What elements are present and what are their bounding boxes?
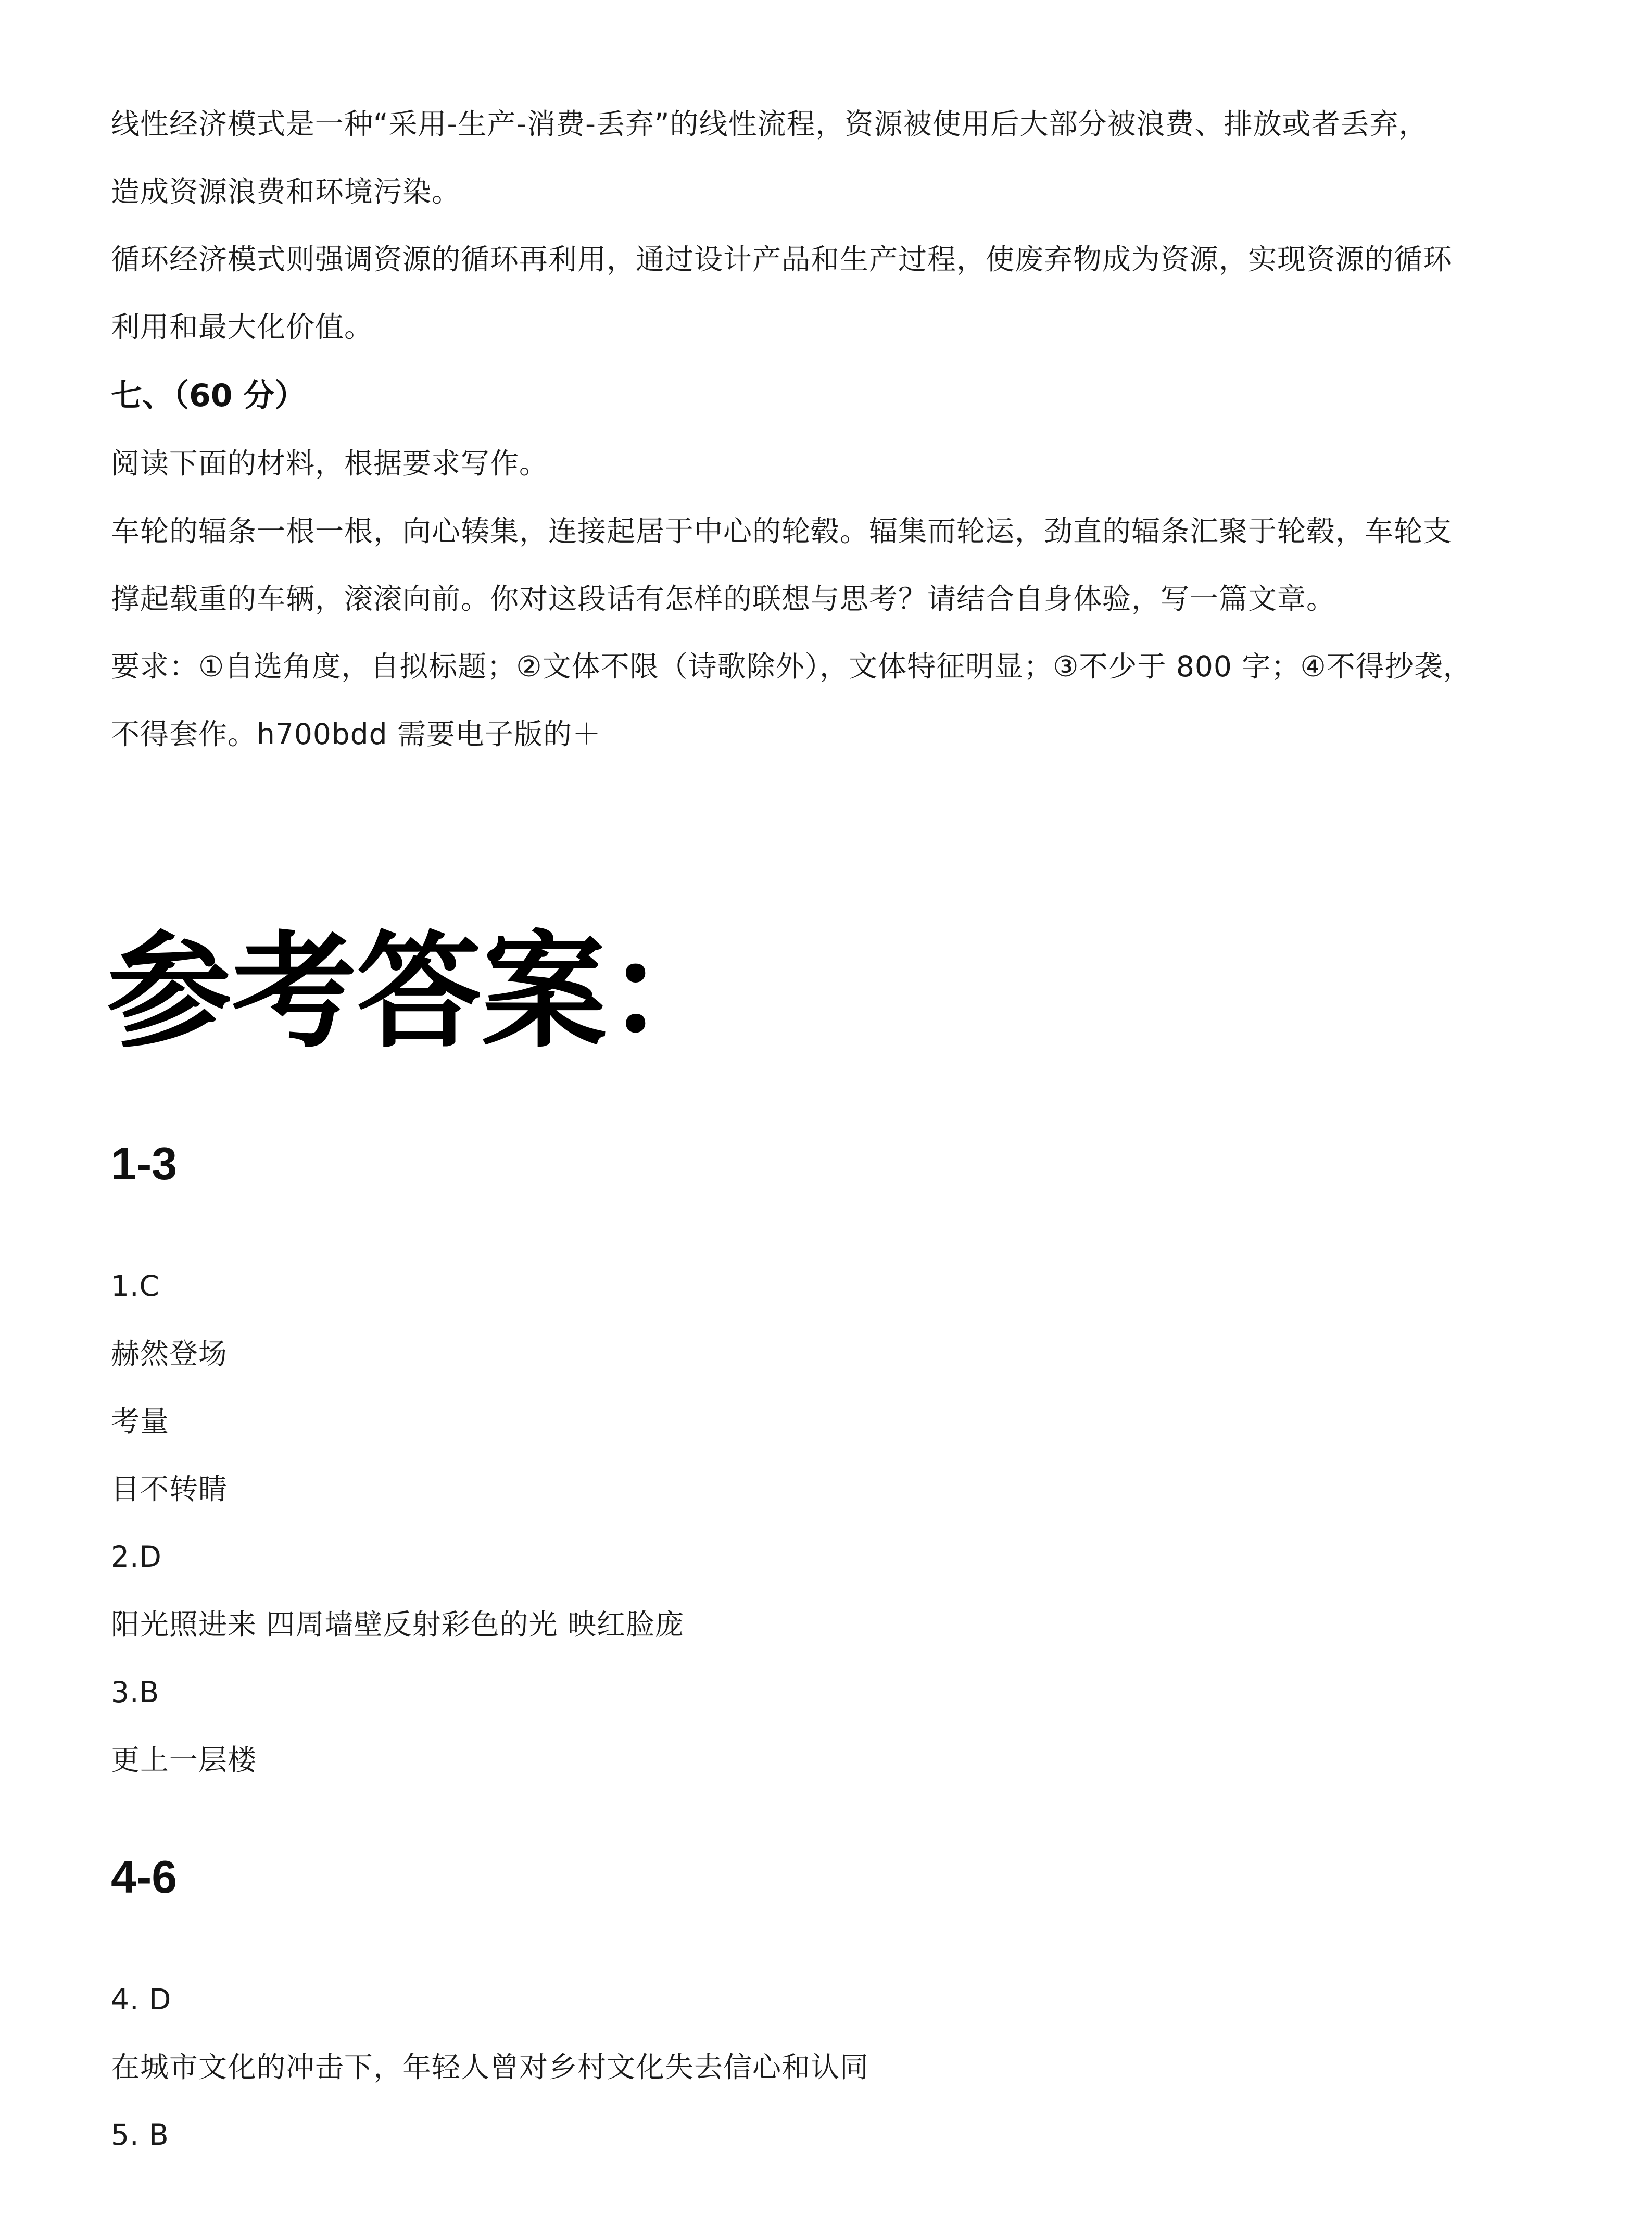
question-7-material-line-2: 撑起载重的车辆，滚滚向前。你对这段话有怎样的联想与思考？请结合自身体验，写一篇文章。 xyxy=(111,582,1336,615)
answer-line: 5. B xyxy=(111,2118,169,2151)
paragraph-circular-economy-line-2: 利用和最大化价值。 xyxy=(111,310,374,344)
question-7-instruction: 阅读下面的材料，根据要求写作。 xyxy=(111,447,549,480)
paragraph-circular-economy-line-1: 循环经济模式则强调资源的循环再利用，通过设计产品和生产过程，使废弃物成为资源，实现资源的循环 xyxy=(111,243,1453,276)
answer-line: 3.B xyxy=(111,1676,160,1709)
answer-line: 考量 xyxy=(111,1405,170,1438)
paragraph-linear-economy-line-1: 线性经济模式是一种“采用-生产-消费-丢弃”的线性流程，资源被使用后大部分被浪费、排放或者丢弃， xyxy=(111,107,1428,141)
paragraph-linear-economy-line-2: 造成资源浪费和环境污染。 xyxy=(111,175,461,208)
answer-line: 4. D xyxy=(111,1983,172,2016)
answer-line: 1.C xyxy=(111,1269,160,1303)
question-7-requirements-line-1: 要求：①自选角度，自拟标题；②文体不限（诗歌除外），文体特征明显；③不少于 800 字；④不得抄袭， xyxy=(111,650,1472,683)
answer-line: 在城市文化的冲击下，年轻人曾对乡村文化失去信心和认同 xyxy=(111,2050,869,2084)
answers-group-4-6-heading: 4-6 xyxy=(111,1851,178,1903)
answer-line: 更上一层楼 xyxy=(111,1743,257,1777)
answers-group-1-3-heading: 1-3 xyxy=(111,1138,178,1189)
question-7-material-line-1: 车轮的辐条一根一根，向心辏集，连接起居于中心的轮毂。辐集而轮运，劲直的辐条汇聚于轮毂，车轮支 xyxy=(111,514,1453,548)
answer-line: 阳光照进来 四周墙壁反射彩色的光 映红脸庞 xyxy=(111,1608,684,1641)
answer-line: 2.D xyxy=(111,1540,162,1573)
answer-line: 目不转睛 xyxy=(111,1472,228,1506)
question-7-heading: 七、（60 分） xyxy=(111,377,306,414)
answers-title: 参考答案： xyxy=(107,919,732,1065)
answer-line: 赫然登场 xyxy=(111,1337,228,1370)
question-7-requirements-line-2: 不得套作。h700bdd 需要电子版的＋ xyxy=(111,717,602,751)
